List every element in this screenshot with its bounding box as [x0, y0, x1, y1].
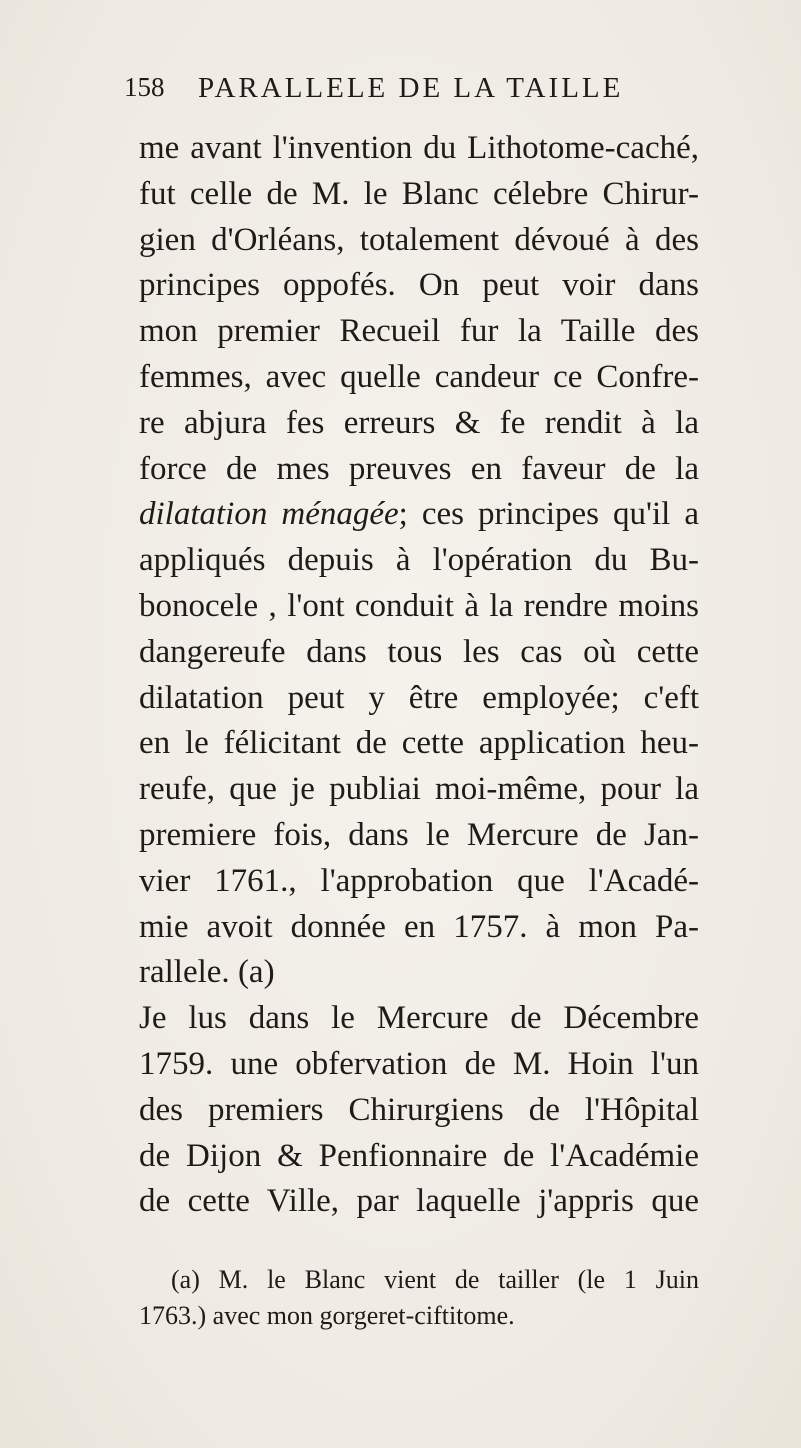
footnote-line: 1763.) avec mon gorgeret-ciftitome. — [139, 1301, 515, 1330]
running-head: PARALLELE DE LA TAILLE — [198, 72, 624, 104]
text-line: 1759. une obfervation de M. Hoin l'un — [139, 1045, 699, 1082]
footnote-line — [139, 1262, 699, 1298]
text-line: gien d'Orléans, totalement dévoué à des — [139, 221, 699, 258]
page-header — [124, 72, 684, 112]
text-line: mon premier Recueil fur la Taille des — [139, 313, 699, 350]
text-line — [139, 492, 699, 538]
text-line: re abjura fes erreurs & fe rendit à la — [139, 404, 699, 441]
footnote-reference: (a) — [237, 954, 275, 991]
text-line: me avant l'invention du Lithotome-caché, — [139, 130, 699, 166]
text-line: Je lus dans le Mercure de Décembre — [139, 1000, 699, 1037]
text-line: des premiers Chirurgiens de l'Hôpital — [139, 1091, 699, 1128]
footnote-marker: (a) — [171, 1265, 200, 1294]
text-line: de Dijon & Penfionnaire de l'Académie — [139, 1137, 699, 1174]
text-line: femmes, avec quelle candeur ce Confre- — [139, 358, 699, 395]
footnote — [139, 1262, 699, 1334]
text-line: reufe, que je publiai moi-même, pour la — [139, 771, 699, 808]
line-text: rallele. — [139, 954, 230, 991]
text-line: en le félicitant de cette application heu- — [139, 725, 699, 762]
text-line — [139, 950, 699, 996]
text-line: appliqués depuis à l'opération du Bu- — [139, 542, 699, 579]
text-line: vier 1761., l'approbation que l'Acadé- — [139, 862, 699, 899]
text-line: principes oppofés. On peut voir dans — [139, 267, 699, 304]
text-line: mie avoit donnée en 1757. à mon Pa- — [139, 908, 699, 945]
text-line: force de mes preuves en faveur de la — [139, 450, 699, 487]
footnote-text: M. le Blanc vient de tailler (le 1 Juin — [218, 1265, 700, 1294]
body-text — [139, 126, 699, 1225]
line-rest: ; ces principes qu'il a — [398, 496, 699, 533]
text-line: dilatation peut y être employée; c'eft — [139, 679, 699, 716]
text-line: premiere fois, dans le Mercure de Jan- — [139, 816, 699, 853]
text-line: fut celle de M. le Blanc célebre Chirur- — [139, 175, 699, 212]
page-number: 158 — [124, 72, 165, 102]
text-line: bonocele , l'ont conduit à la rendre moins — [139, 587, 699, 624]
text-line: dangereufe dans tous les cas où cette — [139, 633, 699, 670]
italic-phrase: dilatation ménagée — [139, 496, 399, 533]
text-line: de cette Ville, par laquelle j'appris que — [139, 1183, 699, 1220]
